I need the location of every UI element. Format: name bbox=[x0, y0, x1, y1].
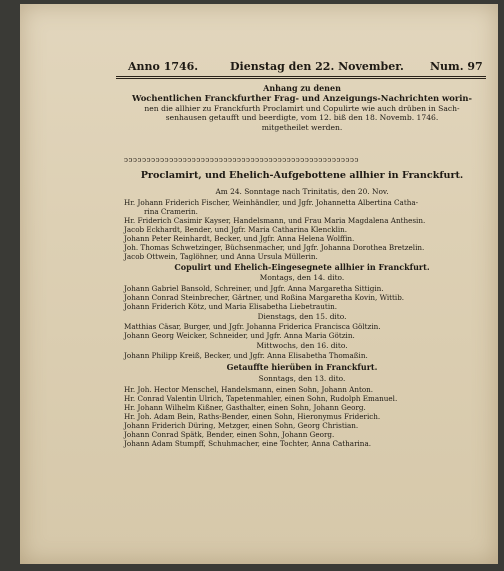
subheading-dienstags: Dienstags, den 15. dito. bbox=[257, 312, 347, 321]
year-label: Anno 1746. bbox=[128, 60, 199, 73]
issue-date: Dienstag den 22. November. bbox=[230, 60, 404, 73]
intro-line-1: Anhang zu denen bbox=[263, 83, 341, 93]
masthead bbox=[20, 60, 498, 80]
section-copulirt: Copulirt und Ehelich-Eingesegnete allhier in Franckfurt. bbox=[174, 262, 430, 272]
list-item: Johann Conrad Steinbrecher, Gärtner, und Roßina Margaretha Kovin, Wittib. bbox=[124, 293, 405, 302]
list-item: Johann Friderich Düring, Metzger, einen Sohn, Georg Christian. bbox=[124, 421, 359, 430]
header-rule-thin bbox=[116, 78, 486, 79]
list-item: Johann Philipp Kreiß, Becker, und Jgfr. Anna Elisabetha Thomaßin. bbox=[124, 351, 368, 360]
header-rule bbox=[116, 76, 486, 77]
list-item: Joh. Thomas Schwetzinger, Büchsenmacher, und Jgfr. Johanna Dorothea Bretzelin. bbox=[124, 243, 425, 252]
subheading-mittwochs: Mittwochs, den 16. dito. bbox=[256, 341, 348, 350]
list-item: rina Cramerin. bbox=[144, 207, 198, 216]
intro-block bbox=[116, 84, 488, 133]
subheading-am24: Am 24. Sonntage nach Trinitatis, den 20. Nov. bbox=[215, 187, 389, 196]
list-item: Hr. Friderich Casimir Kayser, Handelsmann, und Frau Maria Magdalena Anthesin. bbox=[124, 216, 426, 225]
list-item: Matthias Cäsar, Burger, und Jgfr. Johanna Friderica Francisca Göltzin. bbox=[124, 322, 381, 331]
list-item: Johann Friderich Kötz, und Maria Elisabetha Liebetrautin. bbox=[124, 302, 338, 311]
newspaper-page bbox=[20, 4, 498, 564]
subheading-sonntags: Sonntags, den 13. dito. bbox=[258, 374, 346, 383]
list-item: Johann Adam Stumpff, Schuhmacher, eine Tochter, Anna Catharina. bbox=[124, 439, 372, 448]
list-item: Hr. Johann Wilhelm Kißner, Gasthalter, einen Sohn, Johann Georg. bbox=[124, 403, 366, 412]
ornament-border: ↄↄↄↄↄↄↄↄↄↄↄↄↄↄↄↄↄↄↄↄↄↄↄↄↄↄↄↄↄↄↄↄↄↄↄↄↄↄↄↄↄↄↄↄↄↄↄↄↄↄↄↄ bbox=[124, 156, 360, 164]
list-item: Johann Peter Reinhardt, Becker, und Jgfr. Anna Helena Wolffin. bbox=[124, 234, 355, 243]
intro-line-5: mitgetheilet werden. bbox=[261, 123, 343, 133]
list-item: Hr. Joh. Hector Menschel, Handelsmann, einen Sohn, Johann Anton. bbox=[124, 385, 374, 394]
list-item: Johann Georg Weicker, Schneider, und Jgfr. Anna Maria Götzin. bbox=[124, 331, 355, 340]
list-item: Johann Conrad Spätk, Bender, einen Sohn, Johann Georg. bbox=[124, 430, 335, 439]
list-item: Hr. Conrad Valentin Ulrich, Tapetenmahler, einen Sohn, Rudolph Emanuel. bbox=[124, 394, 398, 403]
list-item: Hr. Joh. Adam Bein, Raths-Bender, einen Sohn, Hieronymus Friderich. bbox=[124, 412, 381, 421]
intro-line-3: nen die allhier zu Franckfurth Proclamirt und Copulirte wie auch drüben in Sach- bbox=[144, 103, 460, 113]
intro-line-4: senhausen getaufft und beerdigte, vom 12. biß den 18. Novemb. 1746. bbox=[165, 113, 439, 123]
subheading-montags: Montags, den 14. dito. bbox=[259, 273, 345, 282]
list-item: Hr. Johann Friderich Fischer, Weinhändler, und Jgfr. Johannetta Albertina Catha- bbox=[124, 198, 419, 207]
list-item: Johann Gabriel Bansold, Schreiner, und Jgfr. Anna Margaretha Sittigin. bbox=[124, 284, 384, 293]
list-item: Jacob Ottwein, Taglöhner, und Anna Ursula Müllerin. bbox=[124, 252, 318, 261]
section-getauffte: Getauffte hierüben in Franckfurt. bbox=[226, 362, 378, 372]
list-item: Jacob Eckhardt, Bender, und Jgfr. Maria Catharina Klencklin. bbox=[124, 225, 348, 234]
intro-line-2: Wochentlichen Franckfurther Frag- und Anzeigungs-Nachrichten worin- bbox=[132, 92, 472, 103]
section-proclamirt: Proclamirt, und Ehelich-Aufgebottene allhier in Franckfurt. bbox=[140, 170, 464, 181]
issue-number: Num. 97 bbox=[430, 60, 483, 73]
